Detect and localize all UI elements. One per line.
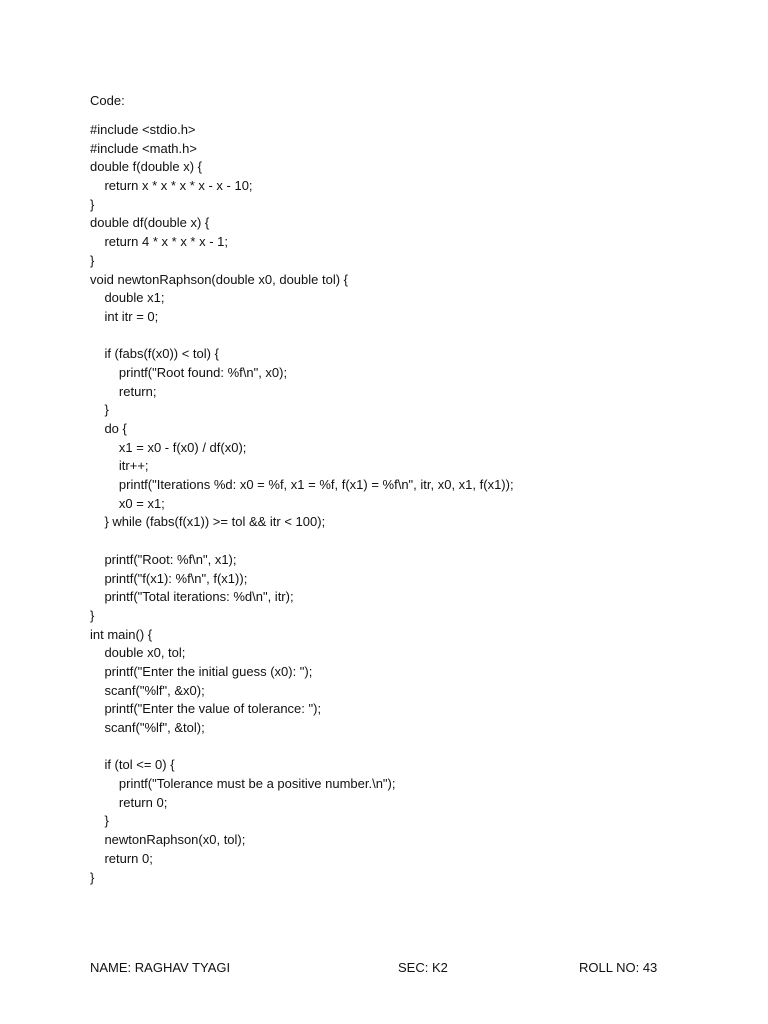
code-line: printf("Tolerance must be a positive number.\n"); <box>90 776 396 792</box>
code-line: double df(double x) { <box>90 215 210 231</box>
code-line <box>90 738 514 757</box>
code-line: double x0, tol; <box>90 645 186 661</box>
code-line: printf("Iterations %d: x0 = %f, x1 = %f, f(x1) = %f\n", itr, x0, x1, f(x1)); <box>90 477 514 493</box>
code-line: printf("Enter the value of tolerance: "); <box>90 701 322 717</box>
code-line: x1 = x0 - f(x0) / df(x0); <box>90 439 247 455</box>
code-line: printf("f(x1): %f\n", f(x1)); <box>90 570 248 586</box>
code-line: double f(double x) { <box>90 159 203 175</box>
code-line: return 4 * x * x * x - 1; <box>90 234 228 250</box>
code-line: itr++; <box>90 458 149 474</box>
code-line: } <box>90 869 95 885</box>
student-roll-number: ROLL NO: 43 <box>579 960 658 975</box>
code-line: printf("Root: %f\n", x1); <box>90 551 237 567</box>
code-line: double x1; <box>90 290 165 306</box>
code-line: } <box>90 252 95 268</box>
student-section: SEC: K2 <box>398 960 448 975</box>
code-line: printf("Total iterations: %d\n", itr); <box>90 589 294 605</box>
code-line <box>90 327 514 346</box>
code-line: } while (fabs(f(x1)) >= tol && itr < 100); <box>90 514 326 530</box>
code-line: return x * x * x * x - x - 10; <box>90 178 253 194</box>
code-line: do { <box>90 421 127 436</box>
code-line <box>90 532 514 551</box>
code-line: x0 = x1; <box>90 495 165 511</box>
code-line: newtonRaphson(x0, tol); <box>90 832 246 848</box>
code-line: #include <math.h> <box>90 140 197 156</box>
code-heading: Code: <box>90 93 125 108</box>
code-line: return; <box>90 383 157 399</box>
code-line: int main() { <box>90 626 153 642</box>
code-line: return 0; <box>90 794 168 810</box>
code-line: return 0; <box>90 850 153 866</box>
student-name: NAME: RAGHAV TYAGI <box>90 960 231 975</box>
code-line: if (fabs(f(x0)) < tol) { <box>90 346 219 362</box>
code-line: printf("Root found: %f\n", x0); <box>90 364 288 380</box>
code-line: scanf("%lf", &tol); <box>90 720 205 735</box>
code-line: } <box>90 402 109 418</box>
code-line: } <box>90 607 95 623</box>
code-line: printf("Enter the initial guess (x0): "); <box>90 663 313 679</box>
code-block <box>90 121 514 887</box>
code-line: if (tol <= 0) { <box>90 757 175 773</box>
code-line: } <box>90 813 109 829</box>
code-line: #include <stdio.h> <box>90 122 196 137</box>
code-line: scanf("%lf", &x0); <box>90 682 205 698</box>
code-line: } <box>90 196 95 212</box>
code-line: int itr = 0; <box>90 308 159 324</box>
code-line: void newtonRaphson(double x0, double tol) { <box>90 271 349 287</box>
